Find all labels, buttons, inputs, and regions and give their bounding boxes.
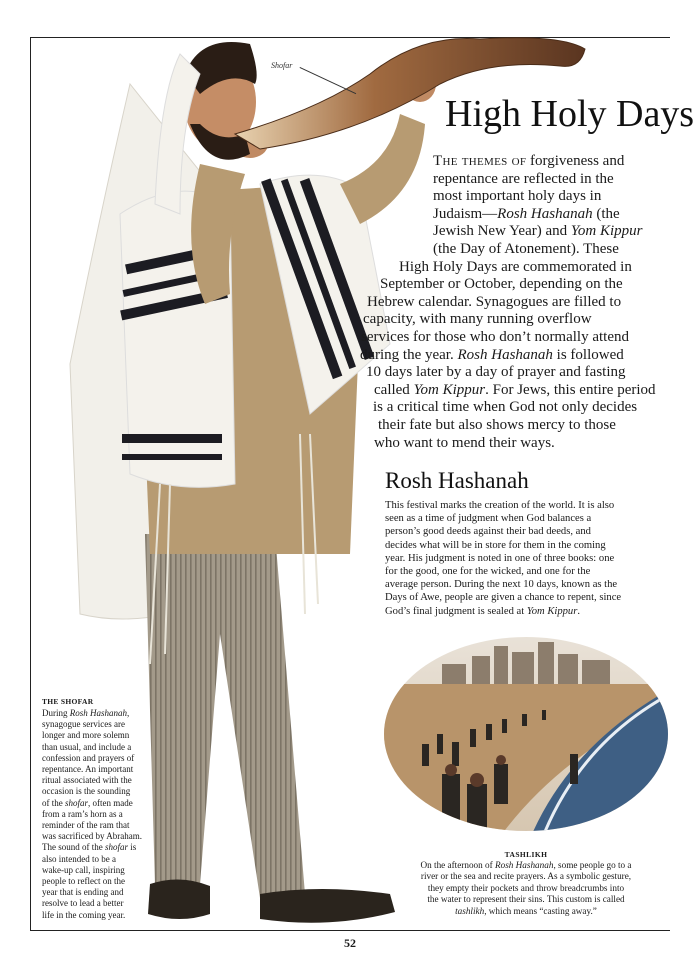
intro-lead: The themes of bbox=[433, 153, 527, 169]
page-title: High Holy Days bbox=[445, 93, 695, 135]
rosh-hashanah-heading: Rosh Hashanah bbox=[385, 468, 529, 493]
frame-left-rule bbox=[30, 37, 31, 930]
rosh-hashanah-paragraph: This festival marks the creation of the world. It is also seen as a time of judgment when God balances a person’s good deeds against their bad deeds, and decides what will be in store for them in the coming year. His judgment is noted in one of three books: one for the good, one for the wicked, and one for the average person. During the next 10 days, known as the Days of Awe, people are given a chance to repent, since God’s final judgment is sealed at Yom Kippur. bbox=[385, 500, 622, 617]
shofar-sidebar-heading: THE SHOFAR bbox=[42, 697, 94, 706]
shofar-sidebar-text: During Rosh Hashanah, synagogue services are longer and more solemn than usual, and include a confession and prayers of repentance. An important ritual associated with the occasion is the sounding of the shofar, often made from a ram’s horn as a reminder of the ram that was sacrificed by Abraham. The sound of the shofar is also intended to be a wake-up call, inspiring people to reflect on the year that is ending and resolve to lead a better life in the coming year. bbox=[42, 708, 142, 920]
tashlikh-caption: On the afternoon of Rosh Hashanah, some people go to a river or the sea and recite prayers. As a symbolic gesture, they empty their pockets and throw breadcrumbs into the water to represent their sins. This custom is called tashlikh, which means “casting away.” bbox=[420, 860, 632, 916]
tashlikh-beach-photo bbox=[382, 634, 670, 834]
shofar-callout-label: Shofar bbox=[271, 61, 293, 70]
intro-paragraph: The themes of forgiveness and repentance are reflected in the most important holy days in Judaism—Rosh Hashanah (the Jewish New Year) and Yom Kippur (the Day of Atonement). These High Holy Days are commemorated in September or October, depending on the Hebrew calendar. Synagogues are filled to capacity, with many running overflow services for those who don’t normally attend during the year. Rosh Hashanah is followed 10 days later by a day of prayer and fasting called Yom Kippur. For Jews, this entire period is a critical time when God not only decides their fate but also shows mercy to those who want to mend their ways. bbox=[360, 153, 656, 451]
tashlikh-caption-heading: TASHLIKH bbox=[504, 850, 548, 859]
page-number: 52 bbox=[344, 936, 356, 950]
